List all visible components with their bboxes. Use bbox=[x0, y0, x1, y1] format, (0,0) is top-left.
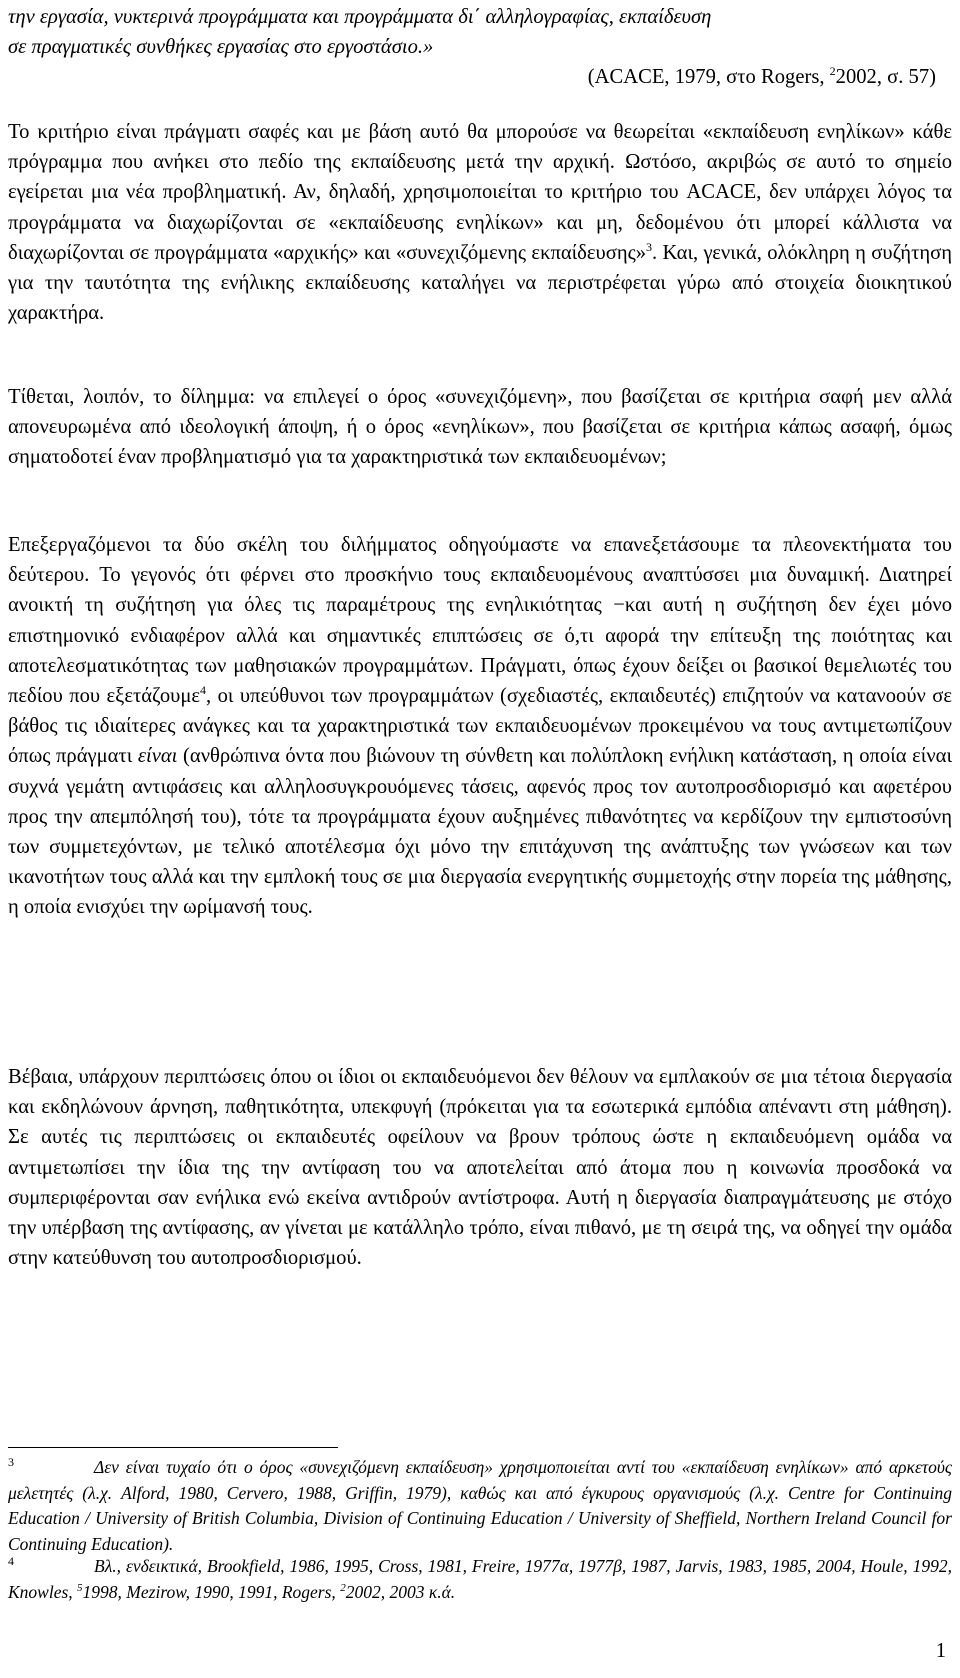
paragraph-3: Επεξεργαζόμενοι τα δύο σκέλη του διλήμματος οδηγούμαστε να επανεξετάσουμε τα πλεονεκτήματα του δεύτερου. Το γεγονός ότι φέρνει στο προσκήνιο τους εκπαιδευομένους αναπτύσσει μια δυναμική. Διατηρεί ανοικτή τη συζήτηση για όλες τις παραμέτρους της ενηλικιότητας −και αυτή η συζήτηση δεν έχει μόνο επιστημονικό ενδιαφέρον αλλά και σημαντικές επιπτώσεις σε ό,τι αφορά την επίτευξη της ποιότητας και αποτελεσματικότητας των μαθησιακών προγραμμάτων. Πράγματι, όπως έχουν δείξει οι βασικοί θεμελιωτές του πεδίου που εξετάζουμε$^4$, οι υπεύθυνοι των προγραμμάτων (σχεδιαστές, εκπαιδευτές) επιζητούν να κατανοούν σε βάθος τις ιδιαίτερες ανάγκες και τα χαρακτηριστικά των εκπαιδευομένων προκειμένου να τους αντιμετωπίζουν όπως πράγματι είναι (ανθρώπινα όντα που βιώνουν τη σύνθετη και πολύπλοκη ενήλικη κατάσταση, η οποία είναι συχνά γεμάτη αντιφάσεις και αλληλοσυγκρουόμενες τάσεις, αφενός προς τον αυτοπροσδιορισμό και αφετέρου προς την απεμπόλησή του), τότε τα προγράμματα έχουν αυξημένες πιθανότητες να κερδίζουν την εμπιστοσύνη των συμμετεχόντων, με τελικό αποτέλεσμα όχι μόνο την επιτάχυνση της ανάπτυξης των γνώσεων και των ικανοτήτων τους αλλά και την εμπλοκή τους σε μια διεργασία ενεργητικής συμμετοχής στην πορεία της μάθησης, η οποία ενισχύει την ωρίμανσή τους. bbox=[8, 534, 952, 919]
footnote-ref-3[interactable]: 3 bbox=[646, 239, 653, 254]
quote-line-2: σε πραγματικές συνθήκες εργασίας στο εργοστάσιο.» bbox=[8, 36, 434, 59]
paragraph-1: Το κριτήριο είναι πράγματι σαφές και με βάση αυτό θα μπορούσε να θεωρείται «εκπαίδευση ενηλίκων» κάθε πρόγραμμα που ανήκει στο πεδίο της εκπαίδευσης μετά την αρχική. Ωστόσο, ακριβώς σε αυτό το σημείο εγείρεται μια νέα προβληματική. Αν, δηλαδή, χρησιμοποιείται το κριτήριο του ACACE, δεν υπάρχει λόγος τα προγράμματα να διαχωρίζονται σε «εκπαίδευσης ενηλίκων» και μη, δεδομένου ότι μπορεί κάλλιστα να διαχωρίζονται σε προγράμματα «αρχικής» και «συνεχιζόμενης εκπαίδευσης»$^3$. Και, γενικά, ολόκληρη η συζήτηση για την ταυτότητα της ενήλικης εκπαίδευσης καταλήγει να περιστρέφεται γύρω από στοιχεία διοικητικού χαρακτήρα. bbox=[8, 121, 952, 325]
footnote-4: $^4$ Βλ., ενδεικτικά, Brookfield, 1986, 1995, Cross, 1981, Freire, 1977α, 1977β, 1987, Jarvis, 1983, 1985, 2004, Houle, 1992, Knowles, $^5$1998, Mezirow, 1990, 1991, Rogers, $^2$2002, 2003 κ.ά. bbox=[8, 1554, 952, 1602]
paragraph-4: Βέβαια, υπάρχουν περιπτώσεις όπου οι ίδιοι οι εκπαιδευόμενοι δεν θέλουν να εμπλακούν σε μια τέτοια διεργασία και εκδηλώνουν άρνηση, παθητικότητα, υπεκφυγή (πρόκειται για τα εσωτερικά εμπόδια απέναντι στη μάθηση). Σε αυτές τις περιπτώσεις οι εκπαιδευτές οφείλουν να βρουν τρόπους ώστε η εκπαιδευόμενη ομάδα να αντιμετωπίσει την ίδια της την αντίφαση του να αποτελείται από άτομα που η κοινωνία προσδοκά να συμπεριφέρονται σαν ενήλικα ενώ εκείνα αντιδρούν αντίστροφα. Αυτή η διεργασία διαπραγμάτευσης με στόχο την υπέρβαση της αντίφασης, αν γίνεται με κατάλληλο τρόπο, είναι πιθανό, με τη σειρά της, να οδηγεί την ομάδα στην κατεύθυνση του αυτοπροσδιορισμού. bbox=[8, 1066, 952, 1270]
footnote-mark-3: 3 bbox=[8, 1455, 14, 1470]
footnote-mark-4: 4 bbox=[8, 1554, 14, 1569]
page-number: 1 bbox=[935, 1640, 946, 1662]
footnote-ref-4[interactable]: 4 bbox=[200, 683, 207, 698]
quote-continuation bbox=[8, 2, 952, 62]
paragraph-2: Τίθεται, λοιπόν, το δίλημμα: να επιλεγεί ο όρος «συνεχιζόμενη», που βασίζεται σε κριτήρια σαφή μεν αλλά απονευρωμένα από ιδεολογική άποψη, ή ο όρος «ενηλίκων», που βασίζεται σε κριτήρια κάπως ασαφή, όμως σηματοδοτεί έναν προβληματισμό για τα χαρακτηριστικά των εκπαιδευομένων; bbox=[8, 386, 952, 469]
quote-citation: (ACACE, 1979, στο Rogers, $^2$2002, σ. 57) bbox=[587, 64, 936, 88]
footnote-separator bbox=[8, 1447, 338, 1448]
quote-line-1: την εργασία, νυκτερινά προγράμματα και προγράμματα δι΄ αλληλογραφίας, εκπαίδευση bbox=[8, 6, 712, 28]
footnote-3: $^3$ Δεν είναι τυχαίο ότι ο όρος «συνεχιζόμενη εκπαίδευση» χρησιμοποιείται αντί του «εκπαίδευση ενηλίκων» από αρκετούς μελετητές (λ.χ. Alford, 1980, Cervero, 1988, Griffin, 1979), καθώς και από έγκυρους οργανισμούς (λ.χ. Centre for Continuing Education / University of British Columbia, Division of Continuing Education / University of Sheffield, Northern Ireland Council for Continuing Education). bbox=[8, 1455, 952, 1554]
